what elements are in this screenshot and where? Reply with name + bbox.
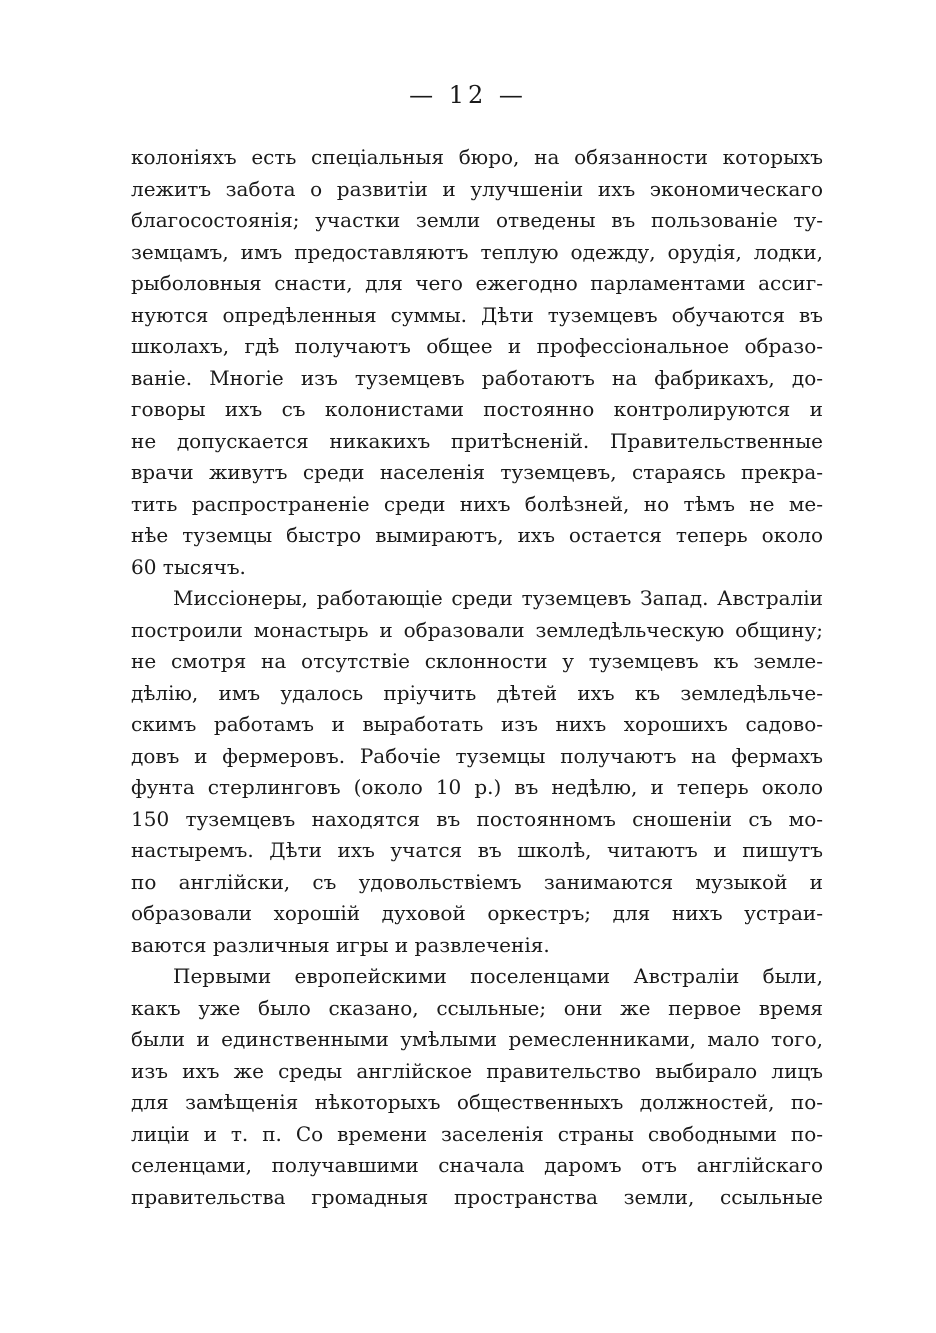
text-line: врачи живутъ среди населенія туземцевъ, стараясь прекра-: [131, 460, 823, 484]
text-line: дѣлію, имъ удалось пріучить дѣтей ихъ къ земледѣльче-: [131, 680, 823, 705]
text-line: построили монастырь и образовали земледѣльческую общину;: [131, 617, 823, 642]
text-line: образовали хорошій духовой оркестръ; для нихъ устраи-: [131, 901, 823, 925]
text-line: нѣе туземцы быстро вымираютъ, ихъ остается теперь около: [131, 523, 823, 547]
text-line: селенцами, получавшими сначала даромъ отъ англійскаго: [131, 1153, 823, 1177]
text-line: ваются различныя игры и развлеченія.: [131, 932, 550, 957]
text-line: рыболовныя снасти, для чего ежегодно парламентами ассиг-: [131, 271, 823, 295]
text-line: Миссіонеры, работающіе среди туземцевъ Запад. Австраліи: [173, 586, 823, 610]
text-line: не смотря на отсутствіе склонности у туземцевъ къ земле-: [131, 649, 823, 673]
text-line: настыремъ. Дѣти ихъ учатся въ школѣ, читаютъ и пишутъ: [131, 838, 823, 862]
text-line: какъ уже было сказано, ссыльные; они же первое время: [131, 995, 823, 1020]
text-line: колоніяхъ есть спеціальныя бюро, на обязанности которыхъ: [131, 145, 823, 169]
text-line: были и единственными умѣлыми ремесленниками, мало того,: [131, 1027, 823, 1051]
text-line: Первыми европейскими поселенцами Австраліи были,: [173, 964, 823, 988]
text-line: лежитъ забота о развитіи и улучшеніи ихъ экономическаго: [131, 176, 823, 201]
paragraph-1: [131, 142, 823, 583]
text-line: для замѣщенія нѣкоторыхъ общественныхъ должностей, по-: [131, 1090, 823, 1114]
text-line: благосостоянія; участки земли отведены въ пользованіе ту-: [131, 208, 823, 232]
paragraph-3: [131, 961, 823, 1213]
text-line: 150 туземцевъ находятся въ постоянномъ сношеніи съ мо-: [131, 806, 823, 831]
text-line: ваніе. Многіе изъ туземцевъ работаютъ на фабрикахъ, до-: [131, 365, 823, 390]
text-line: скимъ работамъ и выработать изъ нихъ хорошихъ садово-: [131, 712, 823, 736]
text-line: 60 тысячъ.: [131, 554, 246, 579]
text-line: нуются опредѣленныя суммы. Дѣти туземцевъ обучаются въ: [131, 302, 823, 327]
text-line: лиціи и т. п. Со времени заселенія страны свободными по-: [131, 1121, 823, 1146]
page-number: — 12 —: [409, 81, 527, 109]
text-line: изъ ихъ же среды англійское правительство выбирало лицъ: [131, 1058, 823, 1083]
text-line: земцамъ, имъ предоставляютъ теплую одежду, орудія, лодки,: [131, 239, 823, 264]
text-line: тить распространеніе среди нихъ болѣзней, но тѣмъ не ме-: [131, 491, 823, 516]
text-line: фунта стерлинговъ (около 10 р.) въ недѣлю, и теперь около: [131, 775, 823, 799]
text-line: школахъ, гдѣ получаютъ общее и профессіональное образо-: [131, 334, 823, 358]
text-line: говоры ихъ съ колонистами постоянно контролируются и: [131, 397, 823, 421]
text-line: по англійски, съ удовольствіемъ занимаются музыкой и: [131, 869, 823, 894]
paragraph-2: [131, 583, 823, 961]
text-line: правительства громадныя пространства земли, ссыльные: [131, 1184, 823, 1209]
text-line: не допускается никакихъ притѣсненій. Правительственные: [131, 428, 823, 453]
body-text: [131, 142, 823, 1213]
text-line: довъ и фермеровъ. Рабочіе туземцы получаютъ на фермахъ: [131, 743, 823, 768]
